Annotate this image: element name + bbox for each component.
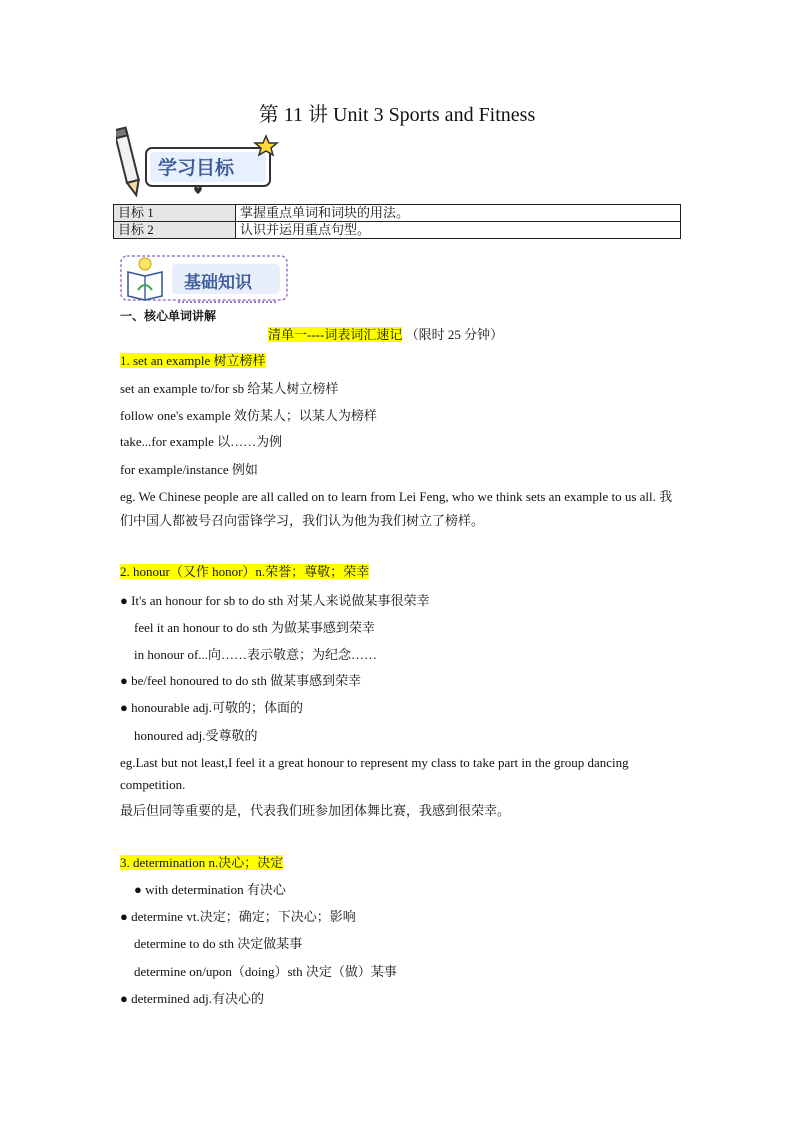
list-item: ● determined adj.有决心的 xyxy=(120,991,264,1006)
list-heading xyxy=(268,324,503,343)
item-head xyxy=(120,563,369,581)
list-item: ● be/feel honoured to do sth 做某事感到荣幸 xyxy=(120,673,362,688)
example-sentence: eg. We Chinese people are all called on to learn from Lei Feng, who we think sets an example to us all. 我们中国人都被号召向雷锋学习，我们认为他为我们树立了榜样。 xyxy=(120,489,673,528)
list-heading-limit: （限时 25 分钟） xyxy=(405,327,504,342)
list-item: determine to do sth 决定做某事 xyxy=(134,936,303,951)
basic-knowledge-banner xyxy=(118,252,290,306)
section-heading: 一、核心单词讲解 xyxy=(120,309,217,323)
item-head-text: 2. honour（又作 honor）n.荣誉；尊敬；荣幸 xyxy=(120,564,370,579)
example-sentence: eg.Last but not least,I feel it a great honour to represent my class to take part in the group dancing competition. xyxy=(120,755,629,792)
item-head-text: 3. determination n.决心；决定 xyxy=(120,855,284,870)
goal-text: 认识并运用重点句型。 xyxy=(236,222,681,239)
list-item: in honour of...向……表示敬意；为纪念…… xyxy=(134,647,378,662)
list-item: follow one's example 效仿某人；以某人为榜样 xyxy=(120,408,377,423)
list-item: ● with determination 有决心 xyxy=(134,882,286,897)
list-item: ● determine vt.决定；确定；下决心；影响 xyxy=(120,909,356,924)
list-item: set an example to/for sb 给某人树立榜样 xyxy=(120,381,339,396)
item-head-text: 1. set an example 树立榜样 xyxy=(120,353,266,368)
list-item: ● honourable adj.可敬的；体面的 xyxy=(120,700,303,715)
item-head xyxy=(120,854,283,872)
goal-key: 目标 1 xyxy=(114,205,236,222)
goals-table xyxy=(113,204,681,239)
list-heading-highlight: 清单一----词表词汇速记 xyxy=(268,327,403,342)
page-title: 第 11 讲 Unit 3 Sports and Fitness xyxy=(258,104,536,126)
table-row xyxy=(114,222,681,239)
list-item: honoured adj.受尊敬的 xyxy=(134,728,258,743)
list-item: ● It's an honour for sb to do sth 对某人来说做某事很荣幸 xyxy=(120,593,430,608)
example-translation: 最后但同等重要的是，代表我们班参加团体舞比赛，我感到很荣幸。 xyxy=(120,803,511,818)
goal-key: 目标 2 xyxy=(114,222,236,239)
list-item: feel it an honour to do sth 为做某事感到荣幸 xyxy=(134,620,375,635)
learning-goals-banner xyxy=(116,126,286,198)
list-item: for example/instance 例如 xyxy=(120,462,258,477)
basic-knowledge-title: 基础知识 xyxy=(184,273,252,293)
list-item: take...for example 以……为例 xyxy=(120,434,283,449)
goal-text: 掌握重点单词和词块的用法。 xyxy=(236,205,681,222)
learning-goals-title: 学习目标 xyxy=(158,157,235,179)
list-item: determine on/upon（doing）sth 决定（做）某事 xyxy=(134,964,397,979)
table-row xyxy=(114,205,681,222)
item-head xyxy=(120,352,266,370)
